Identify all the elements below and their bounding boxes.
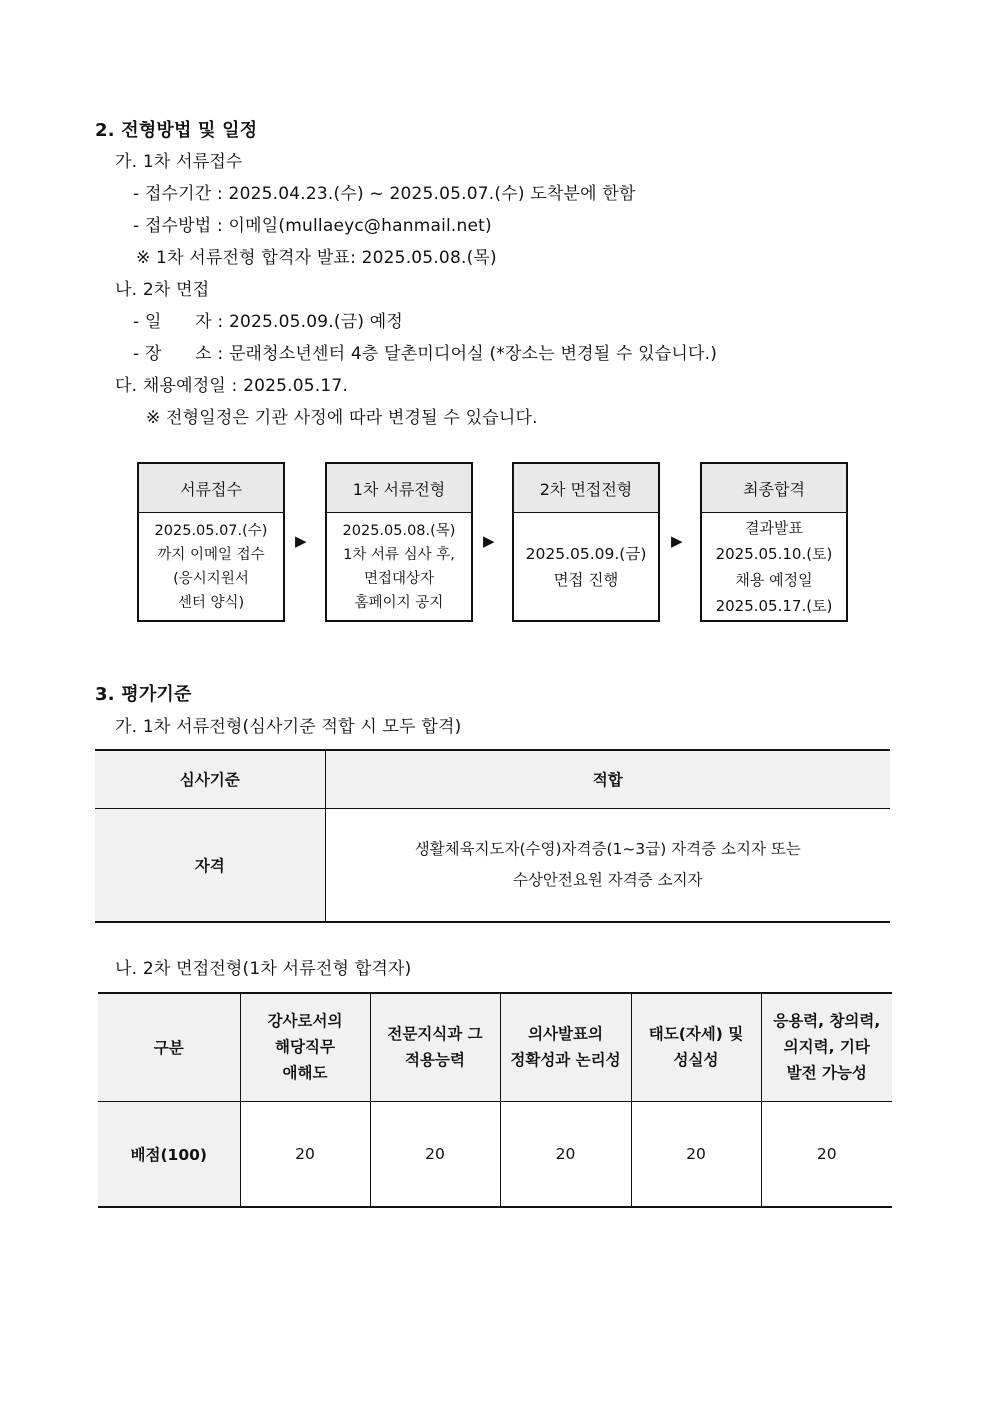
flow-step-interview (512, 462, 660, 622)
flow-arrow-1: ▶ (295, 532, 307, 550)
flow-step-final (700, 462, 848, 622)
flow-step-line: 면접대상자 (363, 571, 435, 587)
header-line: 의사발표의 (528, 1025, 603, 1044)
application-method: - 접수방법 : 이메일(mullaeyc@hanmail.net) (133, 216, 492, 236)
section-3a-title: 가. 1차 서류전형(심사기준 적합 시 모두 합격) (115, 717, 462, 737)
flow-step-screening (325, 462, 473, 622)
flow-step-line: 결과발표 (745, 519, 803, 537)
section-3-heading: 3. 평가기준 (95, 684, 192, 705)
flow-step-body (139, 513, 283, 621)
header-line: 강사로서의 (267, 1012, 343, 1031)
flow-step-line: 2025.05.17.(토) (715, 597, 833, 615)
header-line: 의지력, 기타 (783, 1038, 870, 1057)
flow-step-line: (응시지원서 (173, 571, 249, 587)
header-line: 적용능력 (405, 1051, 465, 1070)
criterion-header-2 (370, 993, 500, 1101)
criterion-header-3 (500, 993, 631, 1101)
flow-step-line: 까지 이메일 접수 (157, 547, 265, 563)
header-line: 해당직무 (275, 1038, 335, 1057)
section-3b-title: 나. 2차 면접전형(1차 서류전형 합격자) (115, 959, 412, 979)
flow-step-body (327, 513, 471, 621)
flow-step-body (702, 513, 846, 621)
score-cell: 20 (761, 1101, 892, 1207)
header-line: 성실성 (673, 1051, 719, 1070)
first-result-note: ※ 1차 서류전형 합격자 발표: 2025.05.08.(목) (136, 248, 497, 268)
section-2a-title: 가. 1차 서류접수 (115, 152, 243, 172)
header-line: 전문지식과 그 (387, 1025, 483, 1044)
score-cell: 20 (370, 1101, 500, 1207)
criteria-header: 심사기준 (95, 750, 325, 808)
qualification-line: 생활체육지도자(수영)자격증(1~3급) 자격증 소지자 또는 (414, 839, 801, 858)
flow-step-title: 최종합격 (702, 464, 846, 513)
flow-step-line: 2025.05.07.(수) (154, 523, 268, 539)
qualification-line: 수상안전요원 자격증 소지자 (512, 870, 703, 889)
score-cell: 20 (631, 1101, 761, 1207)
flow-step-line: 2025.05.09.(금) (525, 545, 647, 563)
flow-step-line: 홈페이지 공지 (354, 595, 444, 611)
score-cell: 20 (500, 1101, 631, 1207)
flow-arrow-3: ▶ (671, 532, 683, 550)
flow-step-line: 면접 진행 (553, 571, 619, 589)
score-cell: 20 (240, 1101, 370, 1207)
flow-step-line: 2025.05.08.(목) (342, 523, 456, 539)
interview-criteria-table (98, 992, 892, 1208)
flow-arrow-2: ▶ (483, 532, 495, 550)
flow-step-line: 센터 양식) (177, 595, 245, 611)
qualification-value (325, 808, 890, 922)
score-row-label: 배점(100) (98, 1101, 240, 1207)
category-header: 구분 (98, 993, 240, 1101)
flow-step-document (137, 462, 285, 622)
header-line: 발전 가능성 (786, 1064, 867, 1083)
section-2-heading: 2. 전형방법 및 일정 (95, 120, 258, 141)
criterion-header-4 (631, 993, 761, 1101)
flow-step-line: 채용 예정일 (735, 571, 813, 589)
flow-step-title: 2차 면접전형 (514, 464, 658, 513)
section-2b-title: 나. 2차 면접 (115, 280, 210, 300)
header-line: 애해도 (282, 1064, 328, 1083)
criterion-header-1 (240, 993, 370, 1101)
suitable-header: 적합 (325, 750, 890, 808)
document-criteria-table (95, 749, 890, 923)
flow-step-title: 서류접수 (139, 464, 283, 513)
flow-step-title: 1차 서류전형 (327, 464, 471, 513)
interview-date: - 일 자 : 2025.05.09.(금) 예정 (133, 312, 404, 332)
flow-step-body (514, 513, 658, 621)
header-line: 정확성과 논리성 (510, 1051, 621, 1070)
flow-step-line: 2025.05.10.(토) (715, 545, 833, 563)
interview-place: - 장 소 : 문래청소년센터 4층 달촌미디어실 (*장소는 변경될 수 있습니다.) (133, 344, 718, 364)
criterion-header-5 (761, 993, 892, 1101)
schedule-change-note: ※ 전형일정은 기관 사정에 따라 변경될 수 있습니다. (146, 408, 538, 428)
header-line: 태도(자세) 및 (648, 1025, 744, 1044)
application-period: - 접수기간 : 2025.04.23.(수) ~ 2025.05.07.(수) 도착분에 한함 (133, 184, 636, 204)
qualification-label: 자격 (95, 808, 325, 922)
flow-step-line: 1차 서류 심사 후, (343, 547, 455, 563)
section-2c-title: 다. 채용예정일 : 2025.05.17. (115, 376, 349, 396)
header-line: 응용력, 창의력, (773, 1012, 881, 1031)
